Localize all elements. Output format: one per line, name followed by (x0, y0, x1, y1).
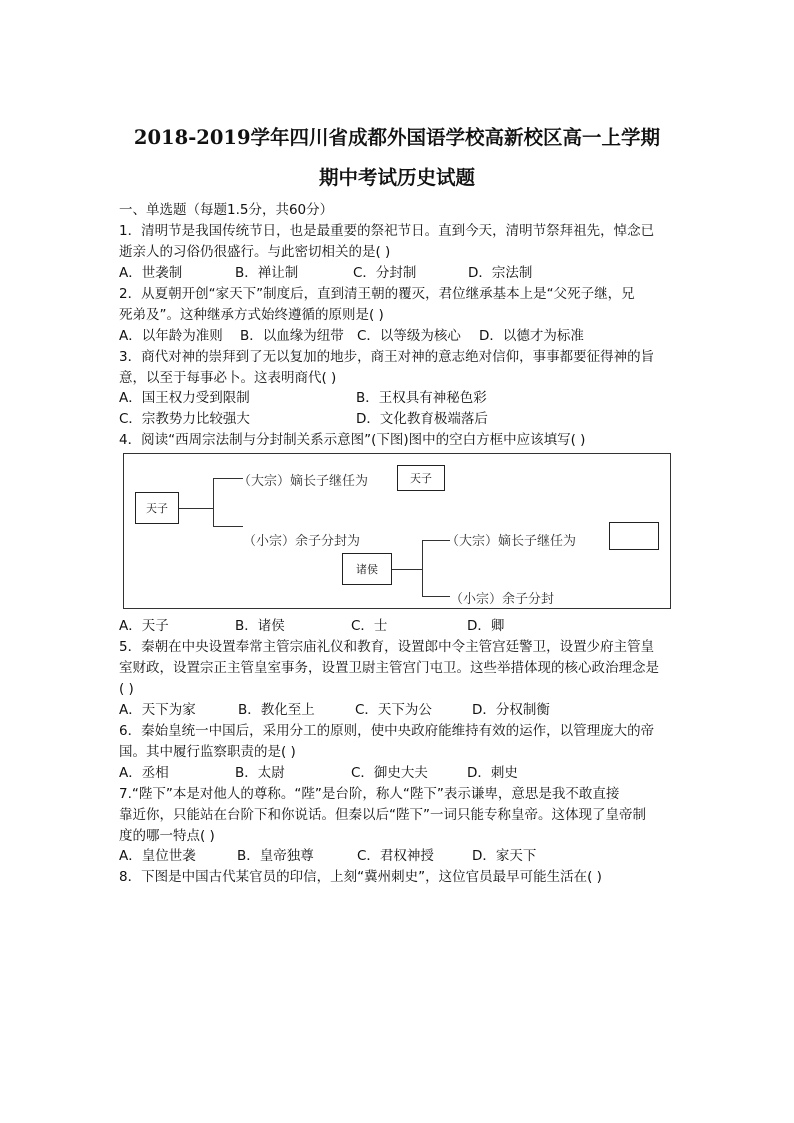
diagram-connector (179, 508, 213, 509)
diagram-tianzi-successor-box: 天子 (397, 465, 445, 491)
title-line-1: 2018-2019学年四川省成都外国语学校高新校区高一上学期 (133, 126, 661, 149)
diagram-dazong-label-1: （大宗）嫡长子继任为 (238, 474, 369, 489)
diagram-zhuhou-box: 诸侯 (342, 553, 392, 585)
q4-text-1: 4．阅读“西周宗法制与分封制关系示意图”(下图)图中的空白方框中应该填写( ) (119, 432, 586, 448)
q2-text-1: 2．从夏朝开创“家天下”制度后，直到清王朝的覆灭，君位继承基本上是“父死子继，兄 (119, 286, 635, 302)
q3-option-d: D．文化教育极端落后 (356, 411, 488, 427)
q5-text-1: 5．秦朝在中央设置奉常主管宗庙礼仪和教育，设置郎中令主管宫廷警卫，设置少府主管皇 (119, 639, 655, 655)
q4-option-d: D．卿 (467, 618, 505, 634)
diagram-dazong-label-2: （大宗）嫡长子继任为 (446, 534, 577, 549)
q8-text-1: 8．下图是中国古代某官员的印信，上刻“冀州刺史”，这位官员最早可能生活在( ) (119, 869, 602, 885)
q1-option-d: D．宗法制 (468, 265, 533, 281)
q7-text-2: 靠近你，只能站在台阶下和你说话。但秦以后“陛下”一词只能专称皇帝。这体现了皇帝制 (119, 807, 646, 823)
q5-option-c: C．天下为公 (355, 702, 432, 718)
diagram-blank-answer-box (609, 522, 659, 550)
q2-option-d: D．以德才为标准 (479, 328, 584, 344)
q6-option-a: A．丞相 (119, 765, 169, 781)
q2-option-c: C．以等级为核心 (357, 328, 461, 344)
diagram-xiaozong-label-1: （小宗）余子分封为 (243, 534, 361, 549)
q6-option-b: B．太尉 (235, 765, 285, 781)
q2-option-b: B．以血缘为纽带 (240, 328, 344, 344)
q4-option-a: A．天子 (119, 618, 169, 634)
section-heading: 一、单选题（每题1.5分，共60分） (119, 202, 334, 218)
q5-text-3: ( ) (119, 681, 134, 697)
q4-option-b: B．诸侯 (235, 618, 285, 634)
diagram-xiaozong-label-2: （小宗）余子分封 (450, 592, 555, 607)
q6-text-1: 6．秦始皇统一中国后，采用分工的原则，使中央政府能维持有效的运作，以管理庞大的帝 (119, 723, 655, 739)
zongfa-diagram (123, 453, 671, 609)
q5-option-a: A．天下为家 (119, 702, 196, 718)
q1-text-1: 1．清明节是我国传统节日，也是最重要的祭祀节日。直到今天，清明节祭拜祖先，悼念已 (119, 223, 655, 239)
q2-text-2: 死弟及”。这种继承方式始终遵循的原则是( ) (119, 307, 384, 323)
q3-text-2: 意，以至于每事必卜。这表明商代( ) (119, 370, 337, 386)
q1-option-c: C．分封制 (353, 265, 417, 281)
q1-option-a: A．世袭制 (119, 265, 183, 281)
q7-option-c: C．君权神授 (357, 848, 434, 864)
diagram-connector (213, 478, 214, 526)
q1-option-b: B．禅让制 (235, 265, 299, 281)
q2-option-a: A．以年龄为准则 (119, 328, 223, 344)
diagram-connector (213, 526, 243, 527)
q6-option-d: D．刺史 (467, 765, 518, 781)
q1-text-2: 逝亲人的习俗仍很盛行。与此密切相关的是( ) (119, 244, 391, 260)
diagram-connector (422, 596, 450, 597)
q3-text-1: 3．商代对神的崇拜到了无以复加的地步，商王对神的意志绝对信仰，事事都要征得神的旨 (119, 349, 655, 365)
diagram-connector (392, 569, 422, 570)
q6-text-2: 国。其中履行监察职责的是( ) (119, 744, 296, 760)
title-line-2: 期中考试历史试题 (318, 166, 475, 189)
q4-option-c: C．士 (351, 618, 388, 634)
q3-option-b: B．王权具有神秘色彩 (356, 390, 487, 406)
q7-option-d: D．家天下 (472, 848, 537, 864)
q6-option-c: C．御史大夫 (351, 765, 428, 781)
q5-option-b: B．教化至上 (238, 702, 315, 718)
q5-option-d: D．分权制衡 (472, 702, 550, 718)
q7-option-a: A．皇位世袭 (119, 848, 196, 864)
diagram-tianzi-box: 天子 (135, 492, 179, 524)
q3-option-a: A．国王权力受到限制 (119, 390, 250, 406)
q7-text-3: 度的哪一特点( ) (119, 828, 215, 844)
q3-option-c: C．宗教势力比较强大 (119, 411, 250, 427)
q5-text-2: 室财政，设置宗正主管皇室事务，设置卫尉主管宫门屯卫。这些举措体现的核心政治理念是 (119, 660, 659, 676)
q7-text-1: 7.“陛下”本是对他人的尊称。“陛”是台阶，称人“陛下”表示谦卑，意思是我不敢直接 (119, 786, 620, 802)
q7-option-b: B．皇帝独尊 (237, 848, 314, 864)
diagram-connector (422, 540, 423, 596)
